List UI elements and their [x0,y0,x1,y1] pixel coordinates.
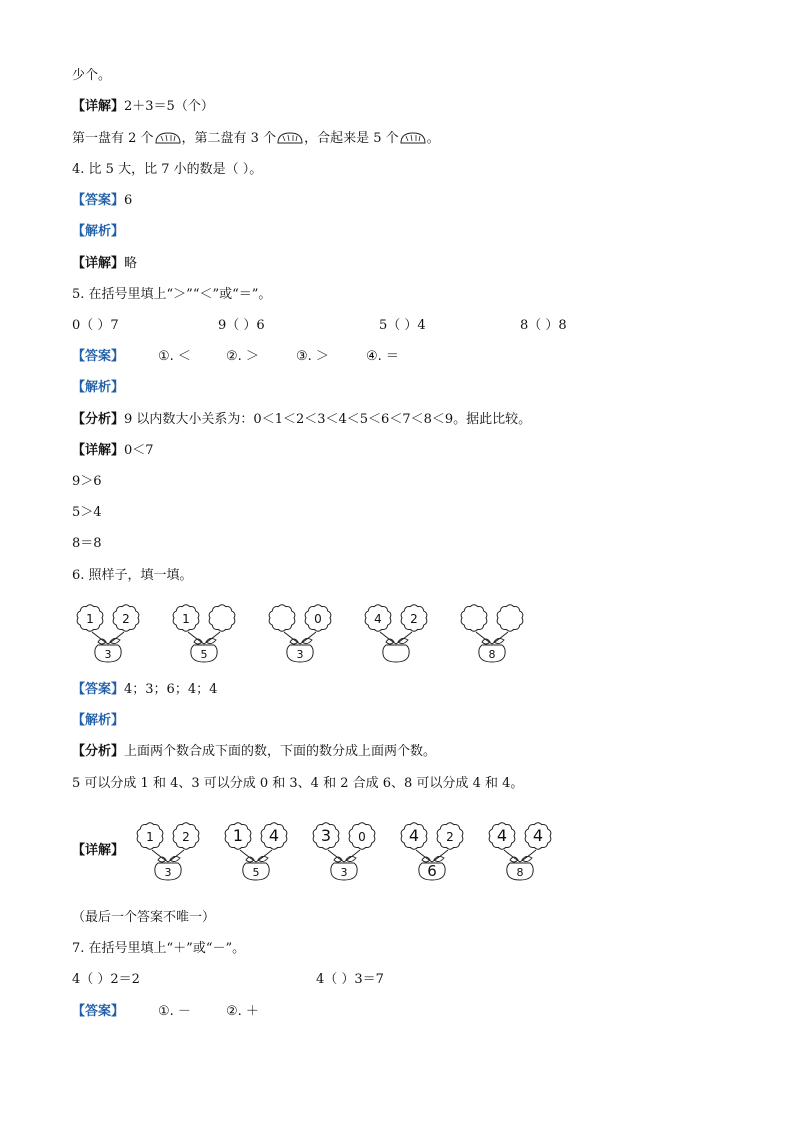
detail-text: 2＋3＝5（个） [124,99,214,114]
plates-text-2: ，第二盘有 3 个 [181,131,277,146]
q6-note: （最后一个答案不唯一） [72,910,216,925]
answer-text: 4；3；6；4；4 [124,682,218,697]
q5-item: 9（ ）6 [218,318,265,333]
number-label: 3 [320,826,332,845]
stem [504,850,536,862]
q6-analysis-tag: 【解析】 [72,713,125,728]
q7-item: 4（ ）2＝2 [72,972,140,987]
stem [92,632,124,644]
answer-text: 6 [124,193,133,208]
flower-icon [497,605,523,632]
stem [284,632,316,644]
number-label: 4 [268,826,280,845]
q5-detail [72,443,154,459]
number-bond-figure [308,816,380,884]
question-5: 5. 在括号里填上“＞”“＜”或“＝”。 [72,287,272,302]
text-line: 少个。 [72,68,112,83]
q4-answer [72,193,132,209]
question-6: 6. 照样子，填一填。 [72,568,193,583]
number-label: 3 [164,866,172,879]
flower-icon [461,605,487,632]
number-label: 2 [410,612,418,626]
number-label: 2 [182,830,190,844]
bread-icon [276,131,304,145]
plates-text-1: 第一盘有 2 个 [72,131,154,146]
q6-analysis [72,744,436,760]
q7-answer: ①. － [158,1004,191,1019]
q6-detail-tag [72,843,124,859]
stem [416,850,448,862]
q5-answer-tag: 【答案】 [72,349,125,364]
number-label: 1 [182,612,190,626]
q4-detail [72,256,137,272]
question-7: 7. 在括号里填上“＋”或“－”。 [72,941,246,956]
stem [380,632,412,644]
q5-answer: ③. ＞ [296,349,329,364]
number-label: 5 [252,866,260,879]
number-bond-figure [360,598,432,666]
number-label: 8 [488,648,496,661]
number-bond-figure [168,598,240,666]
detail-tag: 【详解】 [72,443,125,458]
number-label: 4 [408,826,420,845]
answer-tag: 【答案】 [72,682,125,697]
q7-answer-tag: 【答案】 [72,1004,125,1019]
plates-text-4: 。 [426,131,440,146]
q5-item: 0（ ）7 [72,318,119,333]
q5-item: 8（ ）8 [520,318,567,333]
q6-answer [72,682,217,698]
detail-tag: 【详解】 [72,256,125,271]
analysis-text: 上面两个数合成下面的数，下面的数分成上面两个数。 [124,744,437,759]
detail-tag: 【详解】 [72,843,125,858]
bread-icon [399,131,427,145]
number-bond-figure [132,816,204,884]
q4-analysis-tag: 【解析】 [72,224,125,239]
number-bond-figure [484,816,556,884]
stem [328,850,360,862]
number-bond-figure [396,816,468,884]
flower-icon [209,605,235,632]
number-label: 8 [516,866,524,879]
detail-line [72,99,214,115]
stem [188,632,220,644]
q5-analysis-tag: 【解析】 [72,380,125,395]
number-label: 0 [358,830,366,844]
number-label: 5 [200,648,208,661]
number-label: 1 [86,612,94,626]
number-label: 3 [340,866,348,879]
stem [152,850,184,862]
detail-tag: 【详解】 [72,99,125,114]
plates-text-3: ，合起来是 5 个 [304,131,399,146]
number-label: 4 [532,826,544,845]
number-label: 2 [446,830,454,844]
q5-analysis [72,412,531,428]
analysis-tag: 【分析】 [72,412,125,427]
number-label: 6 [427,862,437,880]
q5-detail-line: 8＝8 [72,536,102,551]
number-label: 2 [122,612,130,626]
number-bond-figure [264,598,336,666]
q5-answer: ①. ＜ [158,349,191,364]
stem [240,850,272,862]
number-label: 4 [496,826,508,845]
q7-answer: ②. ＋ [226,1004,259,1019]
number-bond-figure [456,598,528,666]
q6-figure-row [72,598,542,666]
q6-detail-figure-row [132,816,552,878]
detail-text: 0＜7 [124,443,154,458]
q6-analysis-2: 5 可以分成 1 和 4、3 可以分成 0 和 3、4 和 2 合成 6、8 可以分成 4 和 4。 [72,776,524,791]
q5-detail-line: 9＞6 [72,474,102,489]
number-label: 1 [232,826,244,845]
answer-tag: 【答案】 [72,193,125,208]
question-4: 4. 比 5 大，比 7 小的数是（ ）。 [72,162,263,177]
detail-text: 略 [124,256,138,271]
q7-item: 4（ ）3＝7 [316,972,384,987]
number-label: 1 [146,830,154,844]
q5-answer: ②. ＞ [226,349,259,364]
number-label: 4 [374,612,382,626]
q5-detail-line: 5＞4 [72,505,102,520]
analysis-text: 9 以内数大小关系为：0＜1＜2＜3＜4＜5＜6＜7＜8＜9。据此比较。 [124,412,532,427]
plates-line [72,131,440,147]
number-label: 0 [314,612,322,626]
q5-answer: ④. ＝ [366,349,399,364]
pot-icon [383,645,409,662]
stem [476,632,508,644]
q5-item: 5（ ）4 [379,318,426,333]
bread-icon [154,131,182,145]
number-bond-figure [72,598,144,666]
number-label: 3 [296,648,304,661]
flower-icon [269,605,295,632]
analysis-tag: 【分析】 [72,744,125,759]
number-bond-figure [220,816,292,884]
number-label: 3 [104,648,112,661]
